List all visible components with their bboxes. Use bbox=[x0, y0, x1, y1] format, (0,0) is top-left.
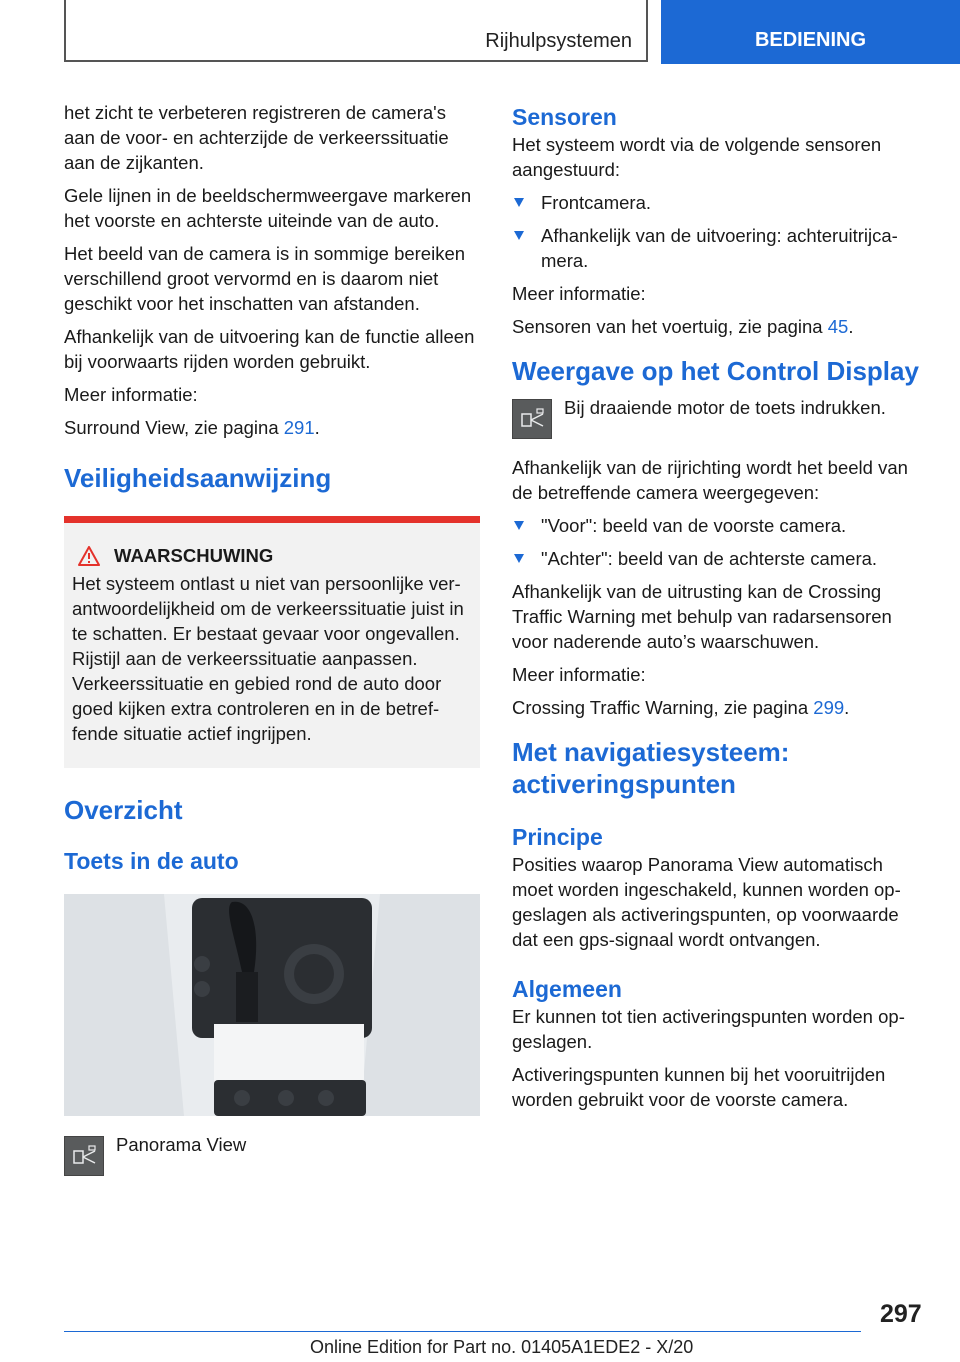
warning-triangle-icon bbox=[78, 546, 100, 566]
reference-text: Sensoren van het voertuig, zie pagina bbox=[512, 316, 828, 337]
page-link[interactable]: 291 bbox=[283, 417, 315, 438]
triangle-bullet-icon bbox=[514, 198, 524, 207]
paragraph: Het beeld van de camera is in sommige bereiken verschillend groot vervormd en is daarom niet geschikt voor het inschatten van afstanden. bbox=[64, 243, 466, 314]
paragraph: Afhankelijk van de uitvoering kan de functie alleen bij voorwaarts rijden worden gebruikt. bbox=[64, 326, 475, 372]
paragraph: Posities waarop Panorama View automatisch moet worden ingeschakeld, kunnen worden opgeslagen als activeringspunten, op voorwaarde dat een gps-signaal wordt ontvangen. bbox=[512, 854, 901, 950]
paragraph: Activeringspunten kunnen bij het vooruitrijden worden gebruikt voor de voorste camera. bbox=[512, 1064, 886, 1110]
reference-text: Crossing Traffic Warning, zie pagina bbox=[512, 697, 814, 718]
cross-reference: Surround View, zie pagina 291. bbox=[64, 417, 320, 438]
list-item: Afhankelijk van de uitvoering: achteruitrijcamera. bbox=[512, 223, 928, 273]
cross-reference: Sensoren van het voertuig, zie pagina 45. bbox=[512, 316, 854, 337]
page-link[interactable]: 299 bbox=[813, 697, 845, 718]
page-number: 297 bbox=[880, 1300, 922, 1328]
cross-reference: Crossing Traffic Warning, zie pagina 299. bbox=[512, 697, 850, 718]
panorama-view-button-icon bbox=[64, 1136, 104, 1176]
paragraph: Afhankelijk van de rijrichting wordt het beeld van de betreffende camera weergegeven: bbox=[512, 457, 908, 503]
page-link[interactable]: 45 bbox=[827, 316, 849, 337]
more-info-label: Meer informatie: bbox=[512, 664, 646, 685]
center-console-image bbox=[64, 894, 480, 1116]
warning-text: Het systeem ontlast u niet van persoonlijke verantwoordelijkheid om de verkeerssituatie juist in te schatten. Er bestaat gevaar voor ongevallen. Rijstijl aan de verkeerssituatie aanpassen. Verkeerssituatie en gebied rond de auto door goed kijken extra controleren en in de betreffende situatie actief ingrijpen. bbox=[72, 573, 464, 744]
warning-label: WAARSCHUWING bbox=[114, 545, 274, 566]
console-photo bbox=[64, 894, 480, 1116]
paragraph: Gele lijnen in de beeldschermweergave markeren het voorste en achterste uiteinde van de auto. bbox=[64, 185, 472, 231]
display-list bbox=[512, 513, 928, 571]
footer-divider bbox=[64, 1331, 861, 1332]
paragraph: Afhankelijk van de uitrusting kan de Crossing Traffic Warning met behulp van radarsensoren voor naderende auto’s waarschuwen. bbox=[512, 581, 892, 652]
header-frame bbox=[64, 0, 648, 62]
triangle-bullet-icon bbox=[514, 521, 524, 530]
list-item: "Achter": beeld van de achterste camera. bbox=[512, 546, 928, 571]
triangle-bullet-icon bbox=[514, 231, 524, 240]
heading-navigation: Met navigatiesysteem: activeringspunten bbox=[512, 737, 790, 799]
triangle-bullet-icon bbox=[514, 554, 524, 563]
warning-box bbox=[64, 516, 480, 768]
heading-button-in-car: Toets in de auto bbox=[64, 848, 239, 874]
paragraph: Het systeem wordt via de volgende sensoren aangestuurd: bbox=[512, 134, 882, 180]
list-item: "Voor": beeld van de voorste camera. bbox=[512, 513, 928, 538]
paragraph: het zicht te verbeteren registreren de camera's aan de voor- en achterzijde de verkeerssituatie aan de zijkanten. bbox=[64, 102, 449, 173]
sensors-list bbox=[512, 190, 928, 273]
right-column bbox=[512, 100, 928, 1120]
header-section-title: Rijhulpsystemen bbox=[485, 30, 632, 52]
header-chapter-tab[interactable]: BEDIENING bbox=[661, 0, 960, 64]
paragraph: Er kunnen tot tien activeringspunten worden opgeslagen. bbox=[512, 1006, 905, 1052]
reference-text: Surround View, zie pagina bbox=[64, 417, 284, 438]
footer-edition: Online Edition for Part no. 01405A1EDE2 - X/20 bbox=[310, 1337, 694, 1357]
heading-control-display: Weergave op het Control Display bbox=[512, 356, 919, 386]
left-column bbox=[64, 100, 480, 1176]
heading-general: Algemeen bbox=[512, 976, 622, 1002]
warning-title bbox=[72, 545, 472, 567]
display-icon-row bbox=[512, 399, 928, 439]
more-info-label: Meer informatie: bbox=[64, 384, 198, 405]
heading-principle: Principe bbox=[512, 824, 603, 850]
icon-instruction: Bij draaiende motor de toets indrukken. bbox=[564, 397, 886, 418]
list-item: Frontcamera. bbox=[512, 190, 928, 215]
icon-legend-label: Panorama View bbox=[116, 1134, 247, 1155]
heading-overview: Overzicht bbox=[64, 795, 183, 825]
heading-safety: Veiligheidsaanwijzing bbox=[64, 463, 332, 493]
icon-legend bbox=[64, 1136, 480, 1176]
heading-sensors: Sensoren bbox=[512, 104, 617, 130]
more-info-label: Meer informatie: bbox=[512, 283, 646, 304]
panorama-view-button-icon bbox=[512, 399, 552, 439]
